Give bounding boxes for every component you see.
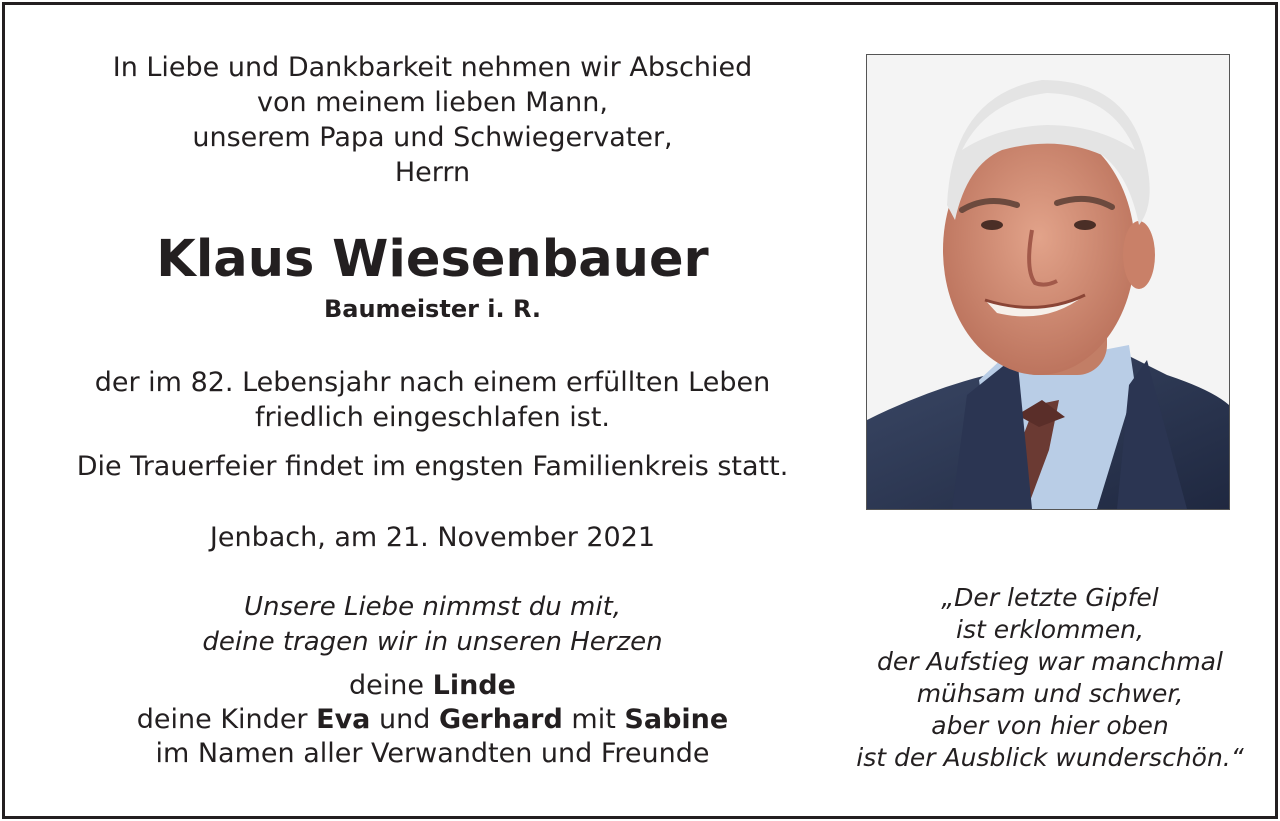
intro-line-3: unserem Papa und Schwiegervater, [192, 122, 673, 153]
spouse-name: Linde [432, 670, 516, 701]
poem-line-1: Unsere Liebe nimmst du mit, [243, 592, 622, 622]
portrait-photo [866, 54, 1230, 510]
quote-line-4: mühsam und schwer, [916, 679, 1184, 708]
family-line2-prefix: deine Kinder [136, 704, 308, 735]
deceased-title: Baumeister i. R. [323, 295, 542, 323]
passage-line-1: der im 82. Lebensjahr nach einem erfüllten Leben [94, 367, 771, 398]
family-and: und [378, 704, 431, 735]
quote-line-2: ist erklommen, [956, 615, 1144, 644]
child-2-name: Gerhard [438, 704, 563, 735]
quote-line-5: aber von hier oben [931, 711, 1169, 740]
family-line-2 [60, 703, 805, 737]
quote-line-6: ist der Ausblick wunderschön.“ [856, 743, 1244, 772]
family-line1-prefix: deine [349, 670, 425, 701]
funeral-notice: Die Trauerfeier findet im engsten Familienkreis statt. [76, 451, 789, 482]
closing-quote [850, 582, 1250, 774]
passage-line-2: friedlich eingeschlafen ist. [255, 402, 610, 433]
family-with: mit [571, 704, 616, 735]
family-signature [60, 669, 805, 771]
intro-line-2: von meinem lieben Mann, [257, 87, 608, 118]
poem-line-2: deine tragen wir in unseren Herzen [202, 627, 663, 657]
place-date: Jenbach, am 21. November 2021 [209, 522, 656, 553]
deceased-name: Klaus Wiesenbauer [156, 230, 709, 289]
passage-text [60, 365, 805, 435]
family-line-1 [60, 669, 805, 703]
quote-line-1: „Der letzte Gipfel [941, 583, 1159, 612]
intro-line-1: In Liebe und Dankbarkeit nehmen wir Abschied [112, 52, 753, 83]
poem-text [60, 590, 805, 660]
intro-text [60, 50, 805, 190]
partner-name: Sabine [624, 704, 729, 735]
portrait-illustration [867, 55, 1229, 509]
quote-line-3: der Aufstieg war manchmal [877, 647, 1223, 676]
family-line-3: im Namen aller Verwandten und Freunde [155, 738, 710, 769]
child-1-name: Eva [316, 704, 371, 735]
intro-line-4: Herrn [394, 157, 471, 188]
